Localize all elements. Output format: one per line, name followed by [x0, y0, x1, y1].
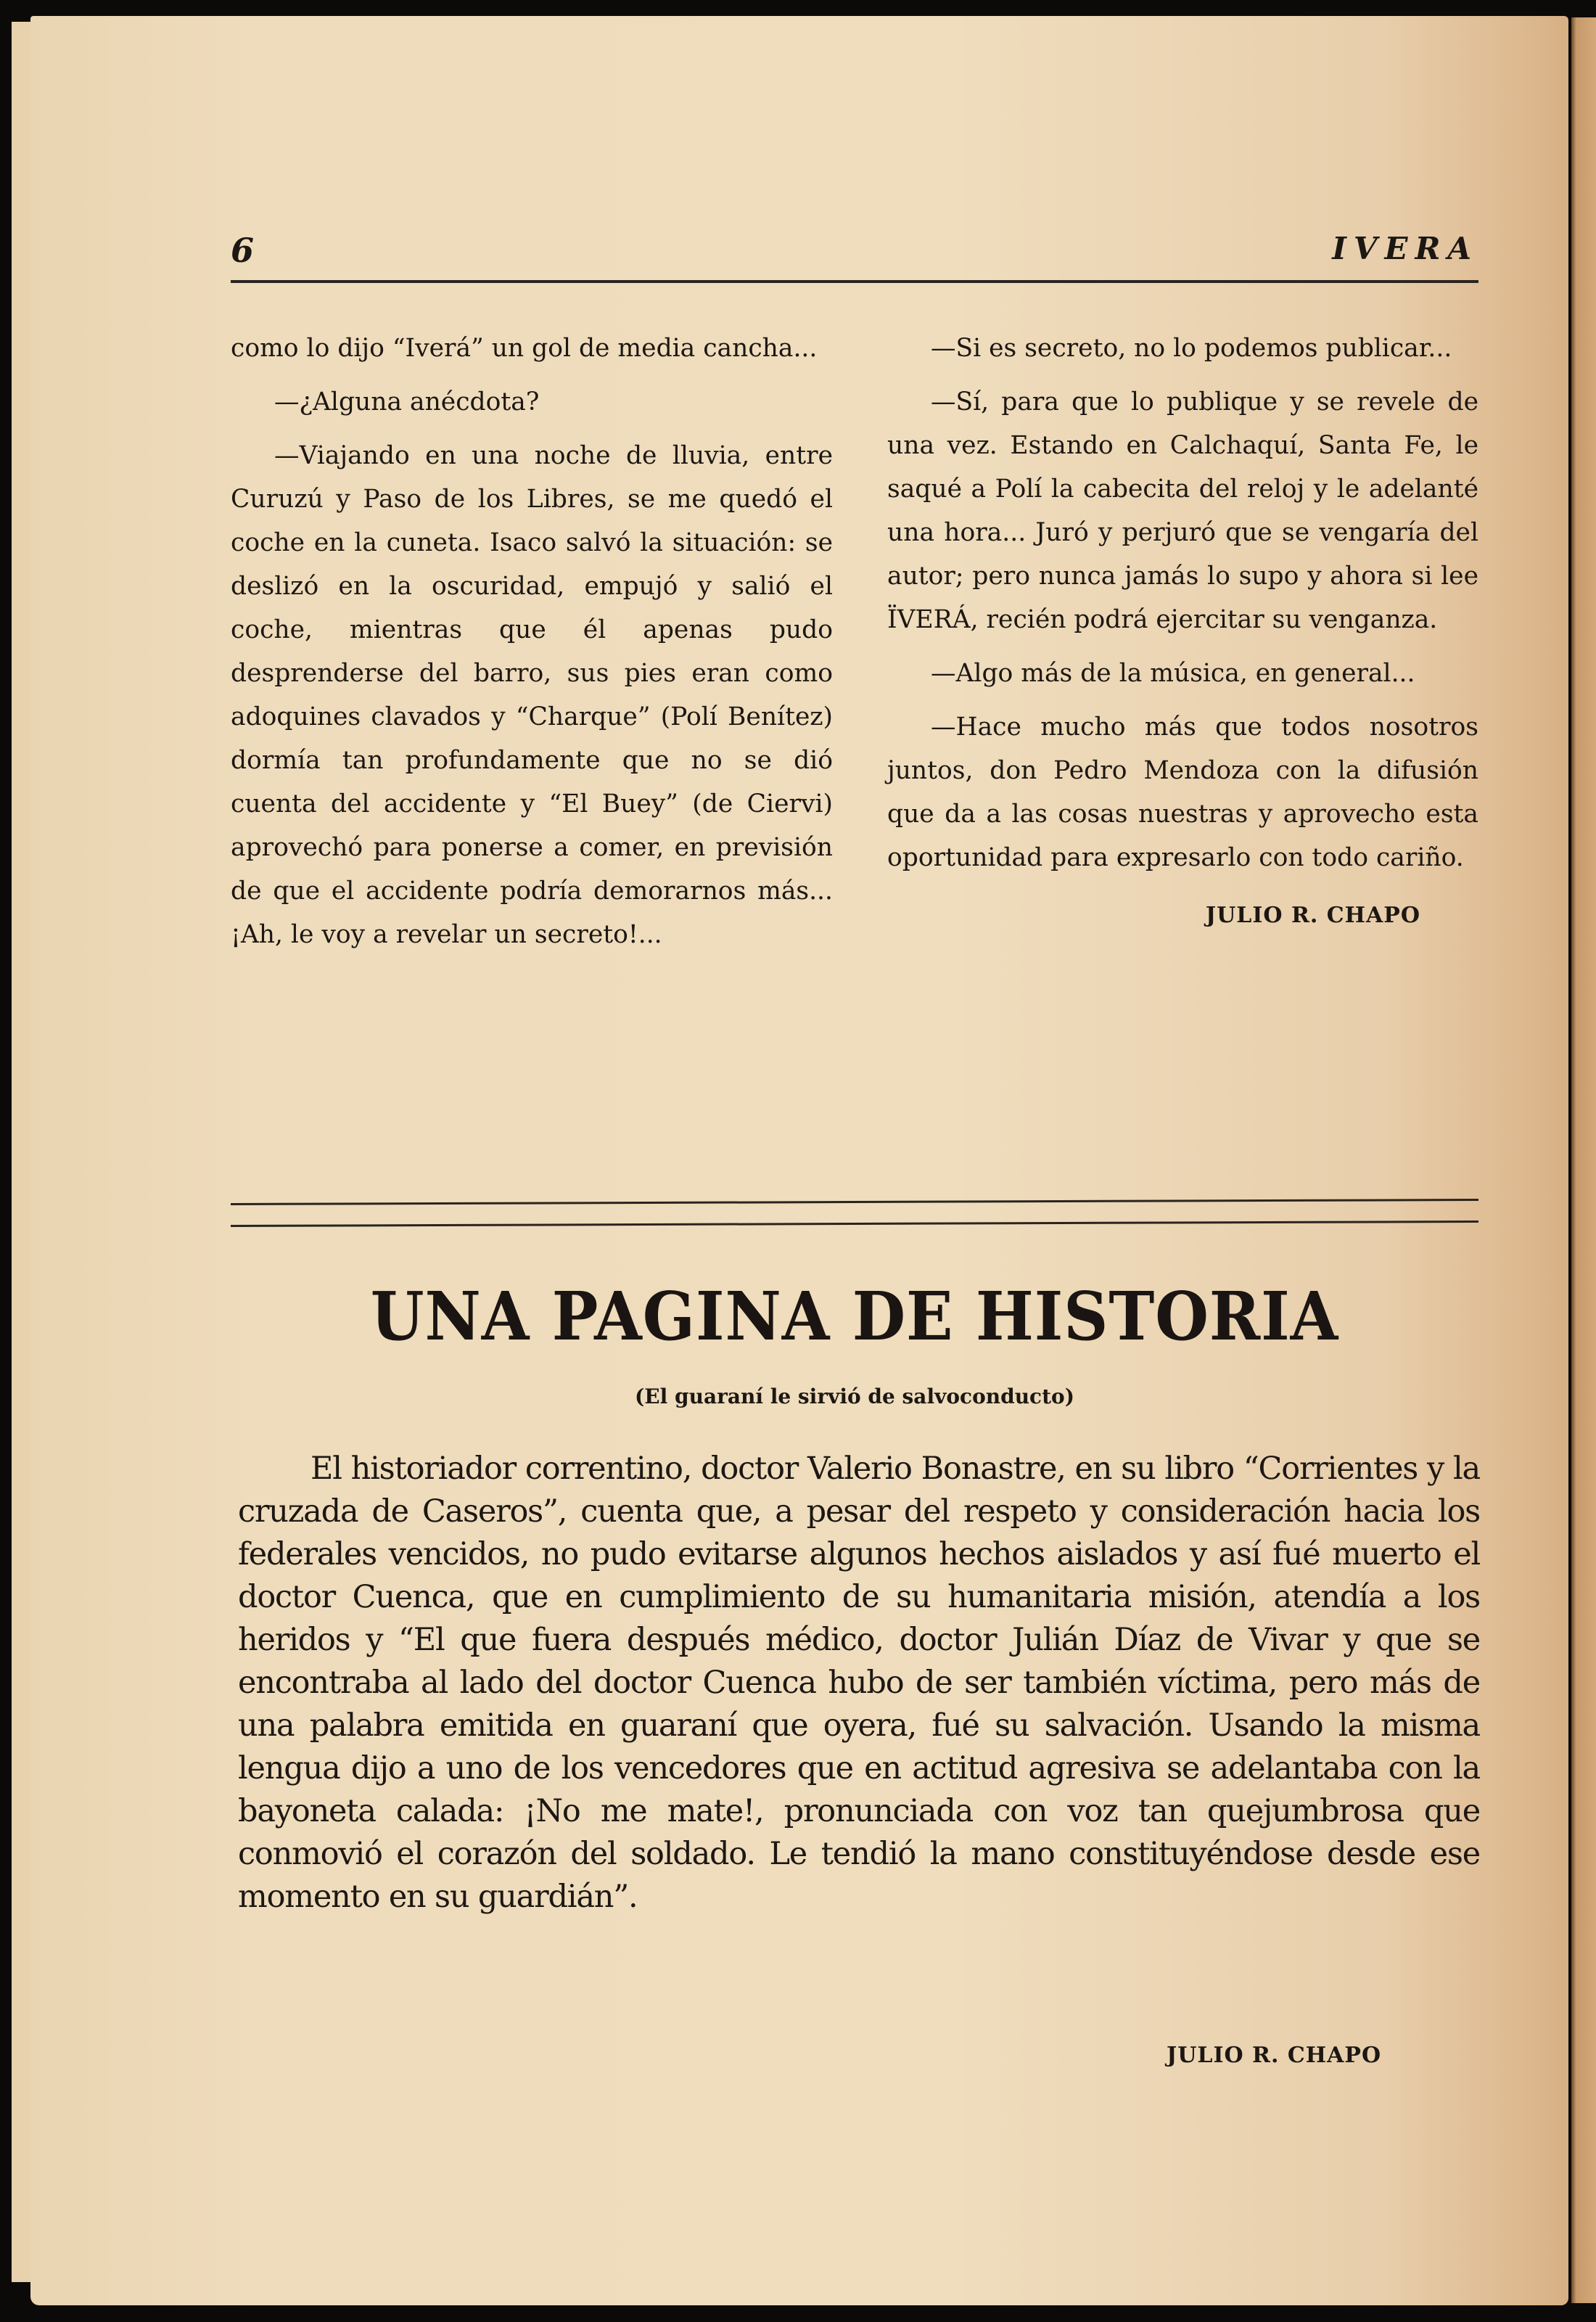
paragraph: —Viajando en una noche de lluvia, entre Curuzú y Paso de los Libres, se me quedó el coche en la cuneta. Isaco salvó la situación: se deslizó en la oscuridad, empujó y salió el coche, mientras que él apenas pudo desprenderse del barro, sus pies eran como adoquines clavados y “Charque” (Polí Benítez) dormía tan profundamente que no se dió cuenta del accidente y “El Buey” (de Ciervi) aprovechó para ponerse a comer, en previsión de que el accidente podría demorarnos más... ¡Ah, le voy a revelar un secreto!... — [231, 441, 833, 949]
article-body — [238, 1448, 1480, 1919]
paragraph: —Si es secreto, no lo podemos publicar... — [931, 334, 1452, 363]
running-header — [231, 218, 1478, 276]
paragraph: —Algo más de la música, en general... — [931, 659, 1415, 688]
interview-columns — [231, 327, 1478, 967]
paragraph: —Sí, para que lo publique y se revele de una vez. Estando en Calchaquí, Santa Fe, le saqué a Polí la cabecita del reloj y le adelanté una hora... Juró y perjuró que se vengaría del autor; pero nunca jamás lo supo y ahora si lee ÏVERÁ, recién podrá ejercitar su venganza. — [887, 387, 1478, 634]
paragraph: como lo dijo “Iverá” un gol de media cancha... — [231, 334, 818, 363]
publication-name: IVERA — [1332, 231, 1478, 266]
article-signature: JULIO R. CHAPO — [1167, 2043, 1382, 2068]
article-paragraph: El historiador correntino, doctor Valerio Bonastre, en su libro “Corrientes y la cruzada de Caseros”, cuenta que, a pesar del respeto y consideración hacia los federales vencidos, no pudo evitarse algunos hechos aislados y así fué muerto el doctor Cuenca, que en cumplimiento de su humanitaria misión, atendía a los heridos y “El que fuera después médico, doctor Julián Díaz de Vivar y que se encontraba al lado del doctor Cuenca hubo de ser también víctima, pero más de una palabra emitida en guaraní que oyera, fué su salvación. Usando la misma lengua dijo a uno de los vencedores que en actitud agresiva se adelantaba con la bayoneta calada: ¡No me mate!, pronunciada con voz tan quejumbrosa que conmovió el corazón del soldado. Le tendió la mano constituyéndose desde ese momento en su guardián”. — [238, 1451, 1480, 1915]
header-rule — [231, 280, 1478, 283]
interview-right-column — [887, 327, 1478, 967]
article-subtitle: (El guaraní le sirvió de salvoconducto) — [635, 1384, 1074, 1408]
adjacent-page-edge — [1571, 17, 1596, 2303]
interview-left-column — [231, 327, 833, 967]
interview-signature: JULIO R. CHAPO — [1205, 903, 1420, 928]
page-content — [231, 218, 1480, 2068]
page-number: 6 — [231, 231, 255, 270]
paragraph: —Hace mucho más que todos nosotros juntos, don Pedro Mendoza con la difusión que da a las cosas nuestras y aprovecho esta oportunidad para expresarlo con todo cariño. — [887, 713, 1478, 872]
paragraph: —¿Alguna anécdota? — [274, 387, 540, 417]
article-title: UNA PAGINA DE HISTORIA — [370, 1277, 1339, 1355]
